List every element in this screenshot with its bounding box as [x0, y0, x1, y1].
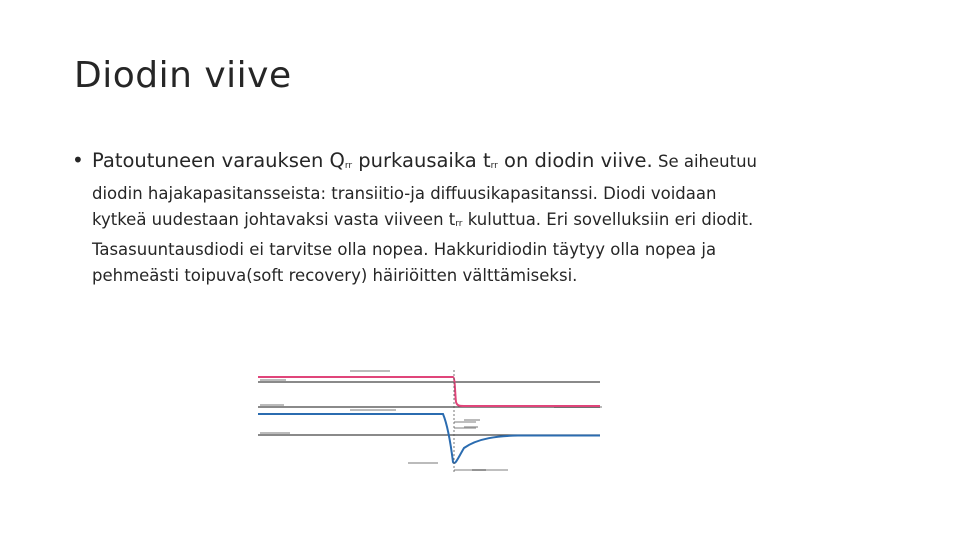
bullet-text-part-3: on diodin viive.	[497, 149, 653, 172]
reverse-recovery-diagram	[248, 366, 628, 476]
subscript-rr-1: rr	[344, 161, 353, 171]
bullet-line-5: pehmeästi toipuva(soft recovery) häiriöitten välttämiseksi.	[92, 266, 578, 285]
label-blur-7	[464, 419, 480, 421]
bullet-item	[72, 146, 902, 289]
bullet-text-part-4: Se aiheutuu	[652, 152, 757, 171]
label-blur-4	[260, 432, 290, 434]
label-blur-2	[350, 370, 390, 372]
subscript-rr-3: rr	[455, 219, 463, 229]
bullet-line-2: diodin hajakapasitansseista: transiitio-ja diffuusikapasitanssi. Diodi voidaan	[92, 184, 717, 203]
bullet-line-3	[92, 207, 902, 237]
label-blur-5	[260, 404, 284, 406]
slide-title: Diodin viive	[74, 55, 292, 96]
subscript-rr-2: rr	[490, 161, 498, 171]
bullet-line-3-part-1: kytkeä uudestaan johtavaksi vasta viiveen t	[92, 210, 456, 229]
label-blur-1	[260, 379, 286, 381]
reverse-recovery-figure	[248, 366, 628, 476]
slide-body	[72, 146, 902, 289]
bullet-line-4: Tasasuuntausdiodi ei tarvitse olla nopea. Hakkuridiodin täytyy olla nopea ja	[92, 240, 717, 259]
bullet-line-3-part-2: kuluttua. Eri sovelluksiin eri diodit.	[462, 210, 754, 229]
bullet-line-1	[92, 146, 902, 181]
label-blur-3	[350, 409, 396, 411]
bullet-text-part-1: Patoutuneen varauksen Q	[92, 149, 345, 172]
bullet-text-part-2: purkausaika t	[352, 149, 491, 172]
bullet-marker: •	[72, 148, 84, 172]
label-blur-9	[408, 462, 438, 464]
